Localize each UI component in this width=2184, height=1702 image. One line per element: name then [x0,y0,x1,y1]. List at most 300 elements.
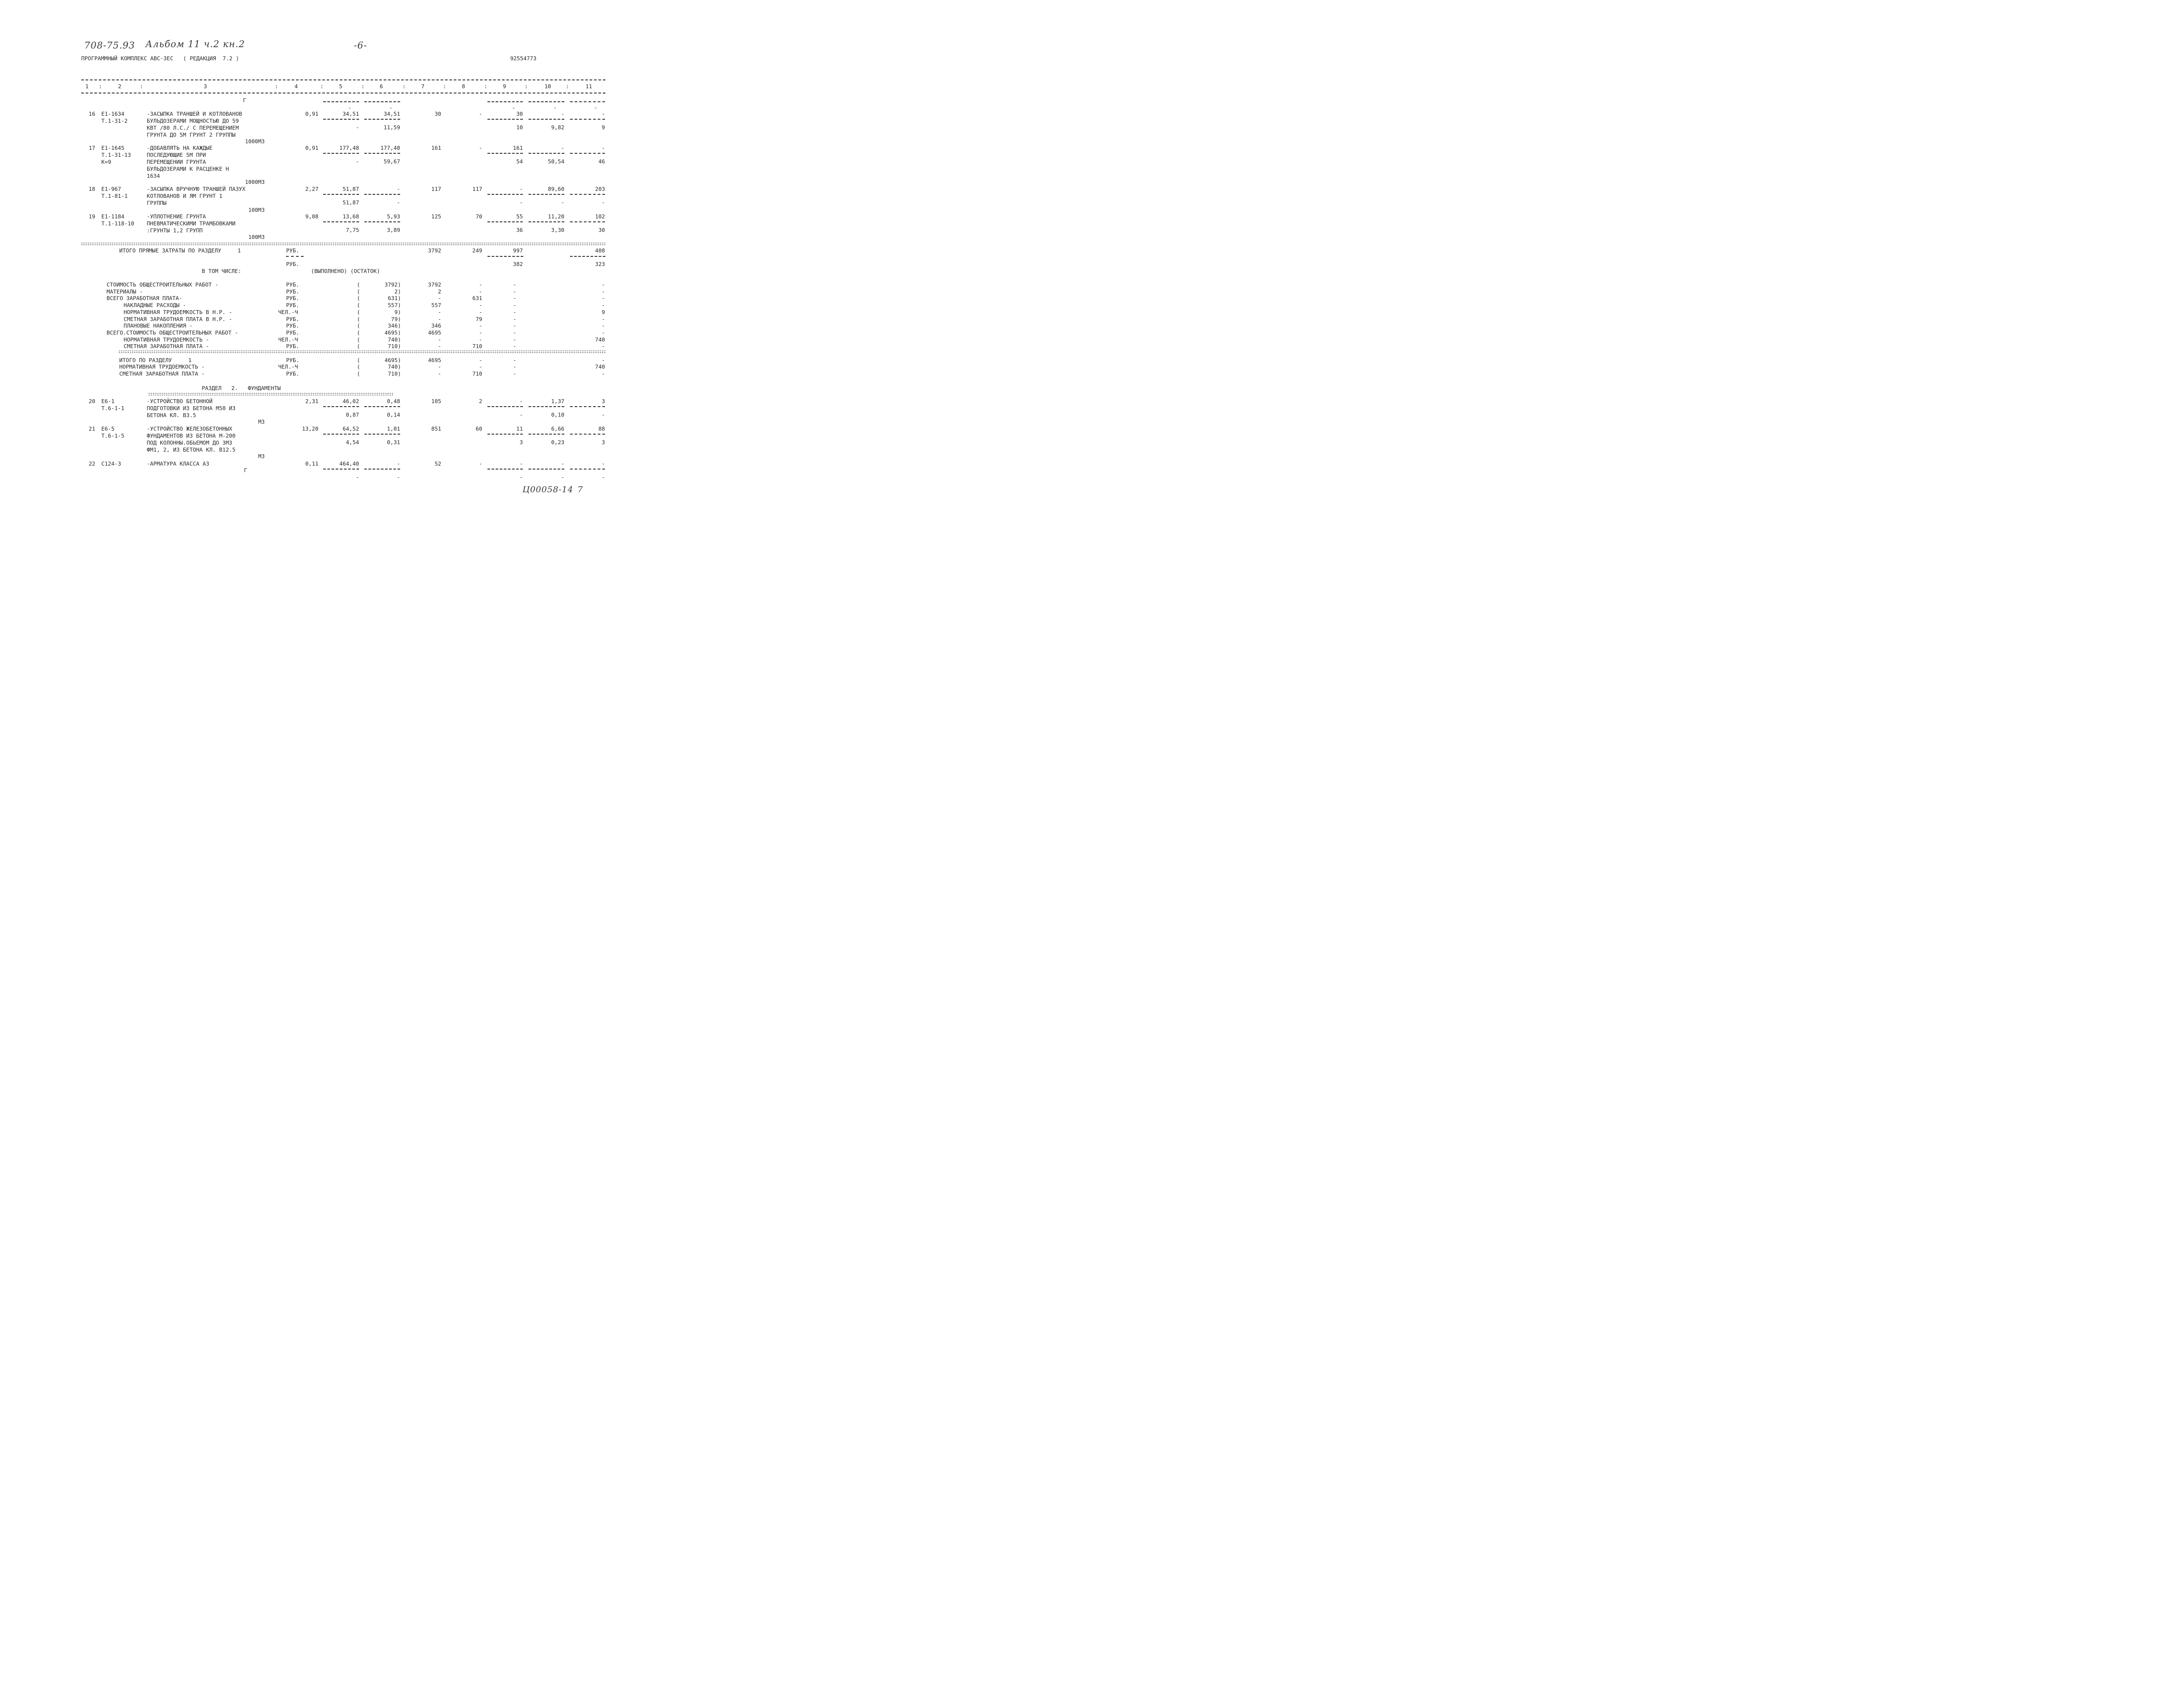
cell-rule-c10 [529,469,564,470]
section-total-c9: - [513,357,516,363]
work-description: КОТЛОВАНОВ И ЯМ ГРУНТ 1 [147,193,223,199]
summary-label: ВСЕГО.СТОИМОСТЬ ОБЩЕСТРОИТЕЛЬНЫХ РАБОТ - [107,329,238,336]
summary-label: НОРМАТИВНАЯ ТРУДОЕМКОСТЬ В Н.Р. - [124,309,232,315]
cell-rule-c9 [487,406,523,407]
cell-rule-c5 [323,153,359,154]
summary-done-value: 4695) [384,329,401,336]
column-separator: : [140,83,143,90]
norm-code: Т.1-118-10 [101,220,135,227]
section-double-rule [81,243,605,245]
summary-c7: - [438,316,441,322]
value-c7: 105 [431,398,441,404]
summary-c11: - [601,329,605,336]
value-c8: 117 [472,186,482,192]
unit-rub: РУБ. [286,261,300,267]
column-header-5: 5 [339,83,342,90]
cell-rule-c5 [323,434,359,435]
cell-rule-c6 [364,406,400,407]
row-number: 22 [89,460,96,467]
cell-rule-c6 [364,119,400,120]
work-description: -АРМАТУРА КЛАССА А3 [147,460,209,467]
summary-done-value: 631) [387,295,401,301]
value-c9b: 36 [516,227,523,233]
header-rule-top [81,79,605,80]
cell-rule-c10 [529,153,564,154]
section-total-c9: - [513,370,516,377]
work-description: ГРУНТА ДО 5М ГРУНТ 2 ГРУППЫ [147,131,236,138]
summary-c11: 9 [601,309,605,315]
work-description: ФУНДАМЕНТОВ ИЗ БЕТОНА М-200 [147,432,236,439]
cell-rule-c5 [323,101,359,102]
summary-c11: - [601,316,605,322]
work-description: ПОДГОТОВКИ ИЗ БЕТОНА М50 ИЗ [147,405,236,411]
row-number: 21 [89,425,96,432]
value-c4: 2,27 [305,186,318,192]
page-marker: -6- [354,40,367,51]
summary-c7: 557 [431,302,441,308]
open-paren: ( [357,288,360,295]
summary-unit: РУБ. [286,281,300,288]
document-page [0,0,681,531]
section-total-c7: - [438,363,441,370]
handwritten-stamp: Ц00058-14 [522,485,574,494]
summary-c9: - [513,302,516,308]
cell-rule-c10 [529,194,564,195]
value-c9: 161 [513,145,523,151]
value-c11b: 46 [598,158,605,165]
summary-done-value: 79) [391,316,401,322]
summary-c8: 710 [472,343,482,349]
unit-of-measure: М3 [258,453,265,459]
cell-rule-c9 [487,221,523,222]
value-c9: - [519,460,523,467]
work-description: БЕТОНА КЛ. В3.5 [147,412,196,418]
value-c9b: - [519,411,523,418]
summary-unit: РУБ. [286,288,300,295]
cell-rule-c6 [364,153,400,154]
value-c9b: 3 [519,439,523,445]
work-description: ПНЕВМАТИЧЕСКИМИ ТРАМБОВКАМИ [147,220,236,227]
cell-rule-c9 [487,469,523,470]
summary-label: СТОИМОСТЬ ОБЩЕСТРОИТЕЛЬНЫХ РАБОТ - [107,281,218,288]
value-c9b: 10 [516,124,523,131]
summary-unit: ЧЕЛ.-Ч [278,309,298,315]
direct-total-c11: 408 [595,247,605,254]
section-total-c11: - [601,357,605,363]
cell-rule-c5 [323,221,359,222]
column-separator: : [361,83,365,90]
section-total-c9: - [513,363,516,370]
summary-unit: РУБ. [286,316,300,322]
cell-rule-c11 [570,101,605,102]
summary-done-value: 2) [394,288,401,295]
summary-label: СМЕТНАЯ ЗАРАБОТНАЯ ПЛАТА - [124,343,209,349]
value-c10: 1,37 [551,398,564,404]
value-c5: 464,40 [339,460,359,467]
summary-done-value: 3792) [384,281,401,288]
section-total-c8: - [479,363,482,370]
work-description: ПЕРЕМЕЩЕНИИ ГРУНТА [147,159,206,165]
value-c11b: - [601,411,605,418]
done-remaining-label: (ВЫПОЛНЕНО) (ОСТАТОК) [311,268,380,274]
cell-rule-c9 [487,256,523,257]
summary-c8: - [479,309,482,315]
value-c11: - [601,145,605,151]
norm-code: Т.6-1-1 [101,405,124,411]
value-c6: 0,48 [387,398,400,404]
summary-label: ВСЕГО ЗАРАБОТНАЯ ПЛАТА- [107,295,183,301]
direct-total-c11b: 323 [595,261,605,267]
cell-rule-c9 [487,434,523,435]
section-2-title: РАЗДЕЛ 2. ФУНДАМЕНТЫ [202,385,281,391]
summary-c7: 346 [431,322,441,329]
direct-total-c9b: 382 [513,261,523,267]
value-c6b: 0,31 [387,439,400,445]
section-total-label: НОРМАТИВНАЯ ТРУДОЕМКОСТЬ - [119,363,205,370]
value-c8: - [479,145,482,151]
summary-c7: - [438,343,441,349]
value-c9: 30 [516,110,523,117]
unit-rub: РУБ. [286,247,300,254]
cell-rule-c10 [529,406,564,407]
summary-c9: - [513,316,516,322]
value-c5b: 4,54 [346,439,359,445]
summary-c11: - [601,322,605,329]
summary-c7: - [438,336,441,343]
summary-c9: - [513,343,516,349]
work-description: БУЛЬДОЗЕРАМИ К РАСЦЕНКЕ Н [147,166,229,172]
work-description: -УСТРОЙСТВО ЖЕЛЕЗОБЕТОННЫХ [147,425,232,432]
summary-c9: - [513,309,516,315]
value-c5: 34,51 [342,110,359,117]
summary-done-value: 710) [387,343,401,349]
norm-code: Т.1-31-2 [101,117,128,124]
value-c4: 0,91 [305,145,318,151]
value-c4: 0,91 [305,110,318,117]
value-c11: 203 [595,186,605,192]
open-paren: ( [357,281,360,288]
unit-of-measure: 1000М3 [245,179,265,185]
section-total-c8: - [479,357,482,363]
work-description: -ЗАСЫПКА ТРАНШЕЙ И КОТЛОВАНОВ [147,110,242,117]
unit-of-measure: 100М3 [248,234,265,240]
value-c7: 161 [431,145,441,151]
work-description: ПОСЛЕДУЮЩИЕ 5М ПРИ [147,152,206,158]
direct-total-c8: 249 [472,247,482,254]
work-description: КВТ /80 Л.С./ С ПЕРЕМЕЩЕНИЕМ [147,124,239,131]
open-paren: ( [357,302,360,308]
value-c10: 11,20 [548,213,564,220]
value-c10b: 3,30 [551,227,564,233]
norm-code: Т.1-31-13 [101,152,131,158]
work-description: БУЛЬДОЗЕРАМИ МОЩНОСТЬЮ ДО 59 [147,117,239,124]
cell-rule-c11 [570,434,605,435]
value-c9b: 54 [516,158,523,165]
work-description: ГРУППЫ [147,200,167,206]
value-c9b: - [519,474,523,480]
summary-done-value: 9) [394,309,401,315]
summary-c8: 631 [472,295,482,301]
norm-code: Е1-1645 [101,145,124,151]
value-c10b: - [561,474,564,480]
summary-label: СМЕТНАЯ ЗАРАБОТНАЯ ПЛАТА В Н.Р. - [124,316,232,322]
unit-label: Г [243,97,246,104]
work-description: :ГРУНТЫ 1,2 ГРУПП [147,227,203,234]
value-c5b: 7,75 [346,227,359,233]
value-c10b: 0,23 [551,439,564,445]
cell-rule-c11 [570,221,605,222]
value-c6b: 59,67 [384,158,400,165]
handwritten-page-number: 7 [577,485,584,494]
summary-unit: РУБ. [286,329,300,336]
cell-rule-c9 [487,153,523,154]
open-paren: ( [357,329,360,336]
value-c6b: 3,89 [387,227,400,233]
summary-c9: - [513,322,516,329]
open-paren: ( [357,316,360,322]
value-c9: - [519,186,523,192]
summary-c7: 2 [438,288,441,295]
value-c8: 2 [479,398,482,404]
summary-done-value: 346) [387,322,401,329]
value-c5b: - [356,474,359,480]
value-c10: 89,60 [548,186,564,192]
column-header-7: 7 [421,83,425,90]
value-c11: 3 [601,398,605,404]
open-paren: ( [357,370,360,377]
rub-underline [286,256,304,257]
section-total-done: 740) [387,363,401,370]
value-c4: 13,20 [302,425,318,432]
cell-rule-c6 [364,434,400,435]
value-c7: 125 [431,213,441,220]
value-c11: 88 [598,425,605,432]
program-title: ПРОГРАММНЫЙ КОМПЛЕКС АВС-3ЕС ( РЕДАКЦИЯ 7.2 ) [81,55,239,62]
norm-code: Е6-1 [101,398,115,404]
value-c10b: 9,82 [551,124,564,131]
work-description: -ДОБАВЛЯТЬ НА КАЖДЫЕ [147,145,213,151]
carry-value: - [553,104,557,111]
summary-c9: - [513,329,516,336]
cell-rule-c11 [570,194,605,195]
value-c10b: 50,54 [548,158,564,165]
value-c10: - [561,145,564,151]
column-separator: : [525,83,528,90]
value-c11: - [601,110,605,117]
unit-of-measure: М3 [258,418,265,425]
cell-rule-c6 [364,194,400,195]
norm-code: С124-3 [101,460,121,467]
value-c6b: 11,59 [384,124,400,131]
column-separator: : [99,83,102,90]
open-paren: ( [357,322,360,329]
cell-rule-c6 [364,469,400,470]
work-description: ПОД КОЛОННЫ.ОБЬЕМОМ ДО 3М3 [147,439,232,446]
cell-rule-c11 [570,469,605,470]
value-c4: 2,31 [305,398,318,404]
norm-code: Е6-5 [101,425,115,432]
value-c6b: 0,14 [387,411,400,418]
norm-code: Е1-1184 [101,213,124,220]
subtotal-double-rule [119,351,605,353]
value-c9: 55 [516,213,523,220]
section-total-done: 710) [387,370,401,377]
handwritten-code: 708-75.93 [84,40,135,51]
value-c11b: 30 [598,227,605,233]
carry-value: - [389,104,393,111]
value-c10b: - [561,199,564,206]
open-paren: ( [357,309,360,315]
summary-c8: - [479,329,482,336]
value-c6: 1,01 [387,425,400,432]
open-paren: ( [357,295,360,301]
open-paren: ( [357,363,360,370]
summary-c9: - [513,336,516,343]
cell-rule-c9 [487,101,523,102]
section-total-c11: - [601,370,605,377]
value-c5: 64,52 [342,425,359,432]
row-number: 20 [89,398,96,404]
cell-rule-c11 [570,153,605,154]
direct-total-c7: 3792 [428,247,441,254]
column-header-4: 4 [294,83,298,90]
summary-label: НОРМАТИВНАЯ ТРУДОЕМКОСТЬ - [124,336,209,343]
column-separator: : [443,83,446,90]
summary-c11: 740 [595,336,605,343]
column-header-1: 1 [85,83,89,90]
value-c5b: 0,87 [346,411,359,418]
summary-label: МАТЕРИАЛЫ - [107,288,143,295]
summary-c8: 79 [475,316,482,322]
cell-rule-c9 [487,119,523,120]
value-c11: 102 [595,213,605,220]
value-c10: - [561,110,564,117]
work-description: -ЗАСЫПКА ВРУЧНУЮ ТРАНШЕЙ ПАЗУХ [147,186,245,192]
cell-rule-c10 [529,119,564,120]
norm-code: К=9 [101,159,111,165]
summary-c7: 4695 [428,329,441,336]
cell-rule-c6 [364,221,400,222]
section-total-unit: РУБ. [286,370,300,377]
summary-c9: - [513,295,516,301]
value-c5: 13,68 [342,213,359,220]
direct-total-label: ИТОГО ПРЯМЫЕ ЗАТРАТЫ ПО РАЗДЕЛУ 1 [119,247,241,254]
column-header-11: 11 [585,83,592,90]
row-number: 18 [89,186,96,192]
work-description: -УСТРОЙСТВО БЕТОННОЙ [147,398,213,404]
summary-unit: РУБ. [286,322,300,329]
value-c5b: - [356,158,359,165]
summary-unit: РУБ. [286,302,300,308]
cell-rule-c5 [323,469,359,470]
document-number: 92554773 [510,55,537,62]
section-total-unit: ЧЕЛ.-Ч [278,363,298,370]
column-header-6: 6 [380,83,383,90]
summary-c8: - [479,336,482,343]
value-c8: 60 [475,425,482,432]
column-separator: : [320,83,324,90]
summary-c8: - [479,302,482,308]
summary-unit: РУБ. [286,343,300,349]
section-total-c8: 710 [472,370,482,377]
value-c9b: - [519,199,523,206]
value-c6b: - [397,474,400,480]
summary-c11: - [601,288,605,295]
column-header-9: 9 [503,83,506,90]
summary-unit: ЧЕЛ.-Ч [278,336,298,343]
value-c8: 70 [475,213,482,220]
value-c10: - [561,460,564,467]
summary-c11: - [601,281,605,288]
value-c6: - [397,186,400,192]
cell-rule-c6 [364,101,400,102]
value-c5: 177,48 [339,145,359,151]
carry-value: - [348,104,352,111]
carry-value: - [512,104,515,111]
summary-c7: - [438,295,441,301]
value-c5: 46,02 [342,398,359,404]
value-c6: 34,51 [384,110,400,117]
work-description: 1634 [147,173,160,179]
value-c9: 11 [516,425,523,432]
value-c7: 851 [431,425,441,432]
value-c11b: - [601,474,605,480]
summary-c7: - [438,309,441,315]
value-c8: - [479,110,482,117]
column-separator: : [275,83,278,90]
value-c11b: - [601,199,605,206]
value-c9: - [519,398,523,404]
summary-done-value: 740) [387,336,401,343]
section-total-c7: - [438,370,441,377]
summary-c11: - [601,343,605,349]
summary-unit: РУБ. [286,295,300,301]
value-c8: - [479,460,482,467]
section-total-label: ИТОГО ПО РАЗДЕЛУ 1 [119,357,192,363]
value-c5b: 51,87 [342,199,359,206]
norm-code: Е1-967 [101,186,121,192]
value-c4: 9,08 [305,213,318,220]
value-c5: 51,87 [342,186,359,192]
section-2-underline [149,393,393,395]
open-paren: ( [357,336,360,343]
cell-rule-c9 [487,194,523,195]
summary-c8: - [479,322,482,329]
section-total-label: СМЕТНАЯ ЗАРАБОТНАЯ ПЛАТА - [119,370,205,377]
unit-of-measure: 1000М3 [245,138,265,145]
value-c10b: 0,10 [551,411,564,418]
cell-rule-c11 [570,119,605,120]
carry-value: - [594,104,598,111]
value-c5b: - [356,124,359,131]
summary-c8: - [479,288,482,295]
cell-rule-c11 [570,256,605,257]
summary-done-value: 557) [387,302,401,308]
value-c11b: 9 [601,124,605,131]
column-header-3: 3 [204,83,207,90]
cell-rule-c5 [323,194,359,195]
norm-code: Т.1-81-1 [101,193,128,199]
summary-c11: - [601,295,605,301]
column-header-2: 2 [118,83,121,90]
open-paren: ( [357,357,360,363]
value-c7: 117 [431,186,441,192]
summary-label: ПЛАНОВЫЕ НАКОПЛЕНИЯ - [124,322,193,329]
summary-label: НАКЛАДНЫЕ РАСХОДЫ - [124,302,186,308]
unit-of-measure: 100М3 [248,207,265,213]
cell-rule-c10 [529,101,564,102]
including-label: В ТОМ ЧИСЛЕ: [202,268,242,274]
